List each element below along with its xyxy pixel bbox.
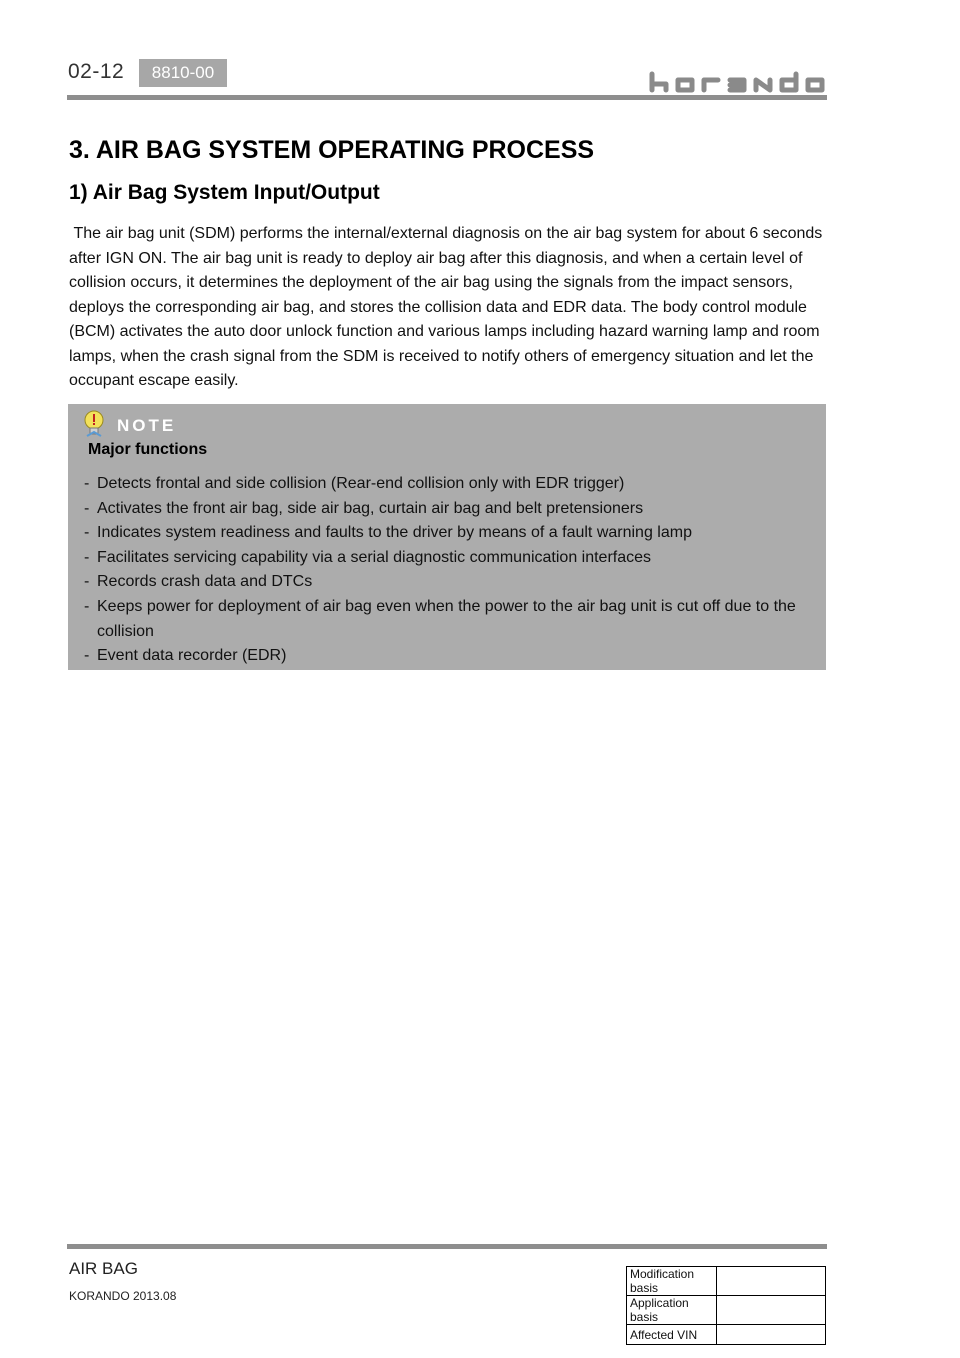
korando-logo [648, 70, 828, 94]
table-row [627, 1325, 826, 1345]
table-row [627, 1296, 826, 1325]
section-code-badge: 8810-00 [139, 59, 227, 87]
table-cell-value [717, 1267, 826, 1296]
bullet-dash: - [84, 499, 90, 517]
footer-section-name: AIR BAG [69, 1259, 138, 1278]
bullet-dash: - [84, 548, 90, 566]
header-rule [67, 95, 827, 100]
table-cell-value [717, 1296, 826, 1325]
list-item: - Facilitates servicing capability via a serial diagnostic communication interfaces [82, 546, 812, 571]
section-title: 3. AIR BAG SYSTEM OPERATING PROCESS [69, 136, 595, 164]
bullet-dash: - [84, 573, 90, 591]
list-item: - Event data recorder (EDR) [82, 644, 812, 669]
footer-model-date: KORANDO 2013.08 [69, 1289, 177, 1303]
list-item: - Keeps power for deployment of air bag even when the power to the air bag unit is cut off due to the collision [82, 595, 812, 644]
page-number: 02-12 [68, 60, 125, 83]
bullet-dash: - [84, 597, 90, 615]
table-cell-label: Affected VIN [627, 1325, 717, 1345]
caution-bulb-icon [84, 410, 104, 440]
table-cell-label: Modification basis [627, 1267, 717, 1296]
bullet-dash: - [84, 647, 90, 665]
bullet-dash: - [84, 475, 90, 492]
bullet-dash: - [84, 524, 90, 542]
list-item: - Indicates system readiness and faults to the driver by means of a fault warning lamp [82, 521, 812, 546]
note-label: NOTE [117, 416, 177, 435]
subsection-title: 1) Air Bag System Input/Output [69, 181, 380, 204]
body-paragraph: The air bag unit (SDM) performs the internal/external diagnosis on the air bag system for about 6 seconds after IGN ON. The air bag unit is ready to deploy air bag after this diagnosis, and when a certain level of collision occurs, it determines the deployment of the air bag using the signals from the impact sensors, deploys the corresponding air bag, and stores the collision data and EDR data. The body control module (BCM) activates the auto door unlock function and various lamps including hazard warning lamp and room lamps, when the crash signal from the SDM is received to notify others of emergency situation and let the occupant escape easily. [69, 225, 827, 389]
table-cell-value [717, 1325, 826, 1345]
functions-list [82, 472, 812, 669]
footer-rule [67, 1244, 827, 1249]
list-item: - Activates the front air bag, side air bag, curtain air bag and belt pretensioners [82, 497, 812, 522]
table-row [627, 1267, 826, 1296]
note-heading: Major functions [88, 441, 208, 458]
revision-info-table [626, 1266, 826, 1345]
note-box [68, 404, 826, 670]
list-item: - Detects frontal and side collision (Rear-end collision only with EDR trigger) [82, 472, 812, 497]
table-cell-label: Application basis [627, 1296, 717, 1325]
list-item: - Records crash data and DTCs [82, 570, 812, 595]
